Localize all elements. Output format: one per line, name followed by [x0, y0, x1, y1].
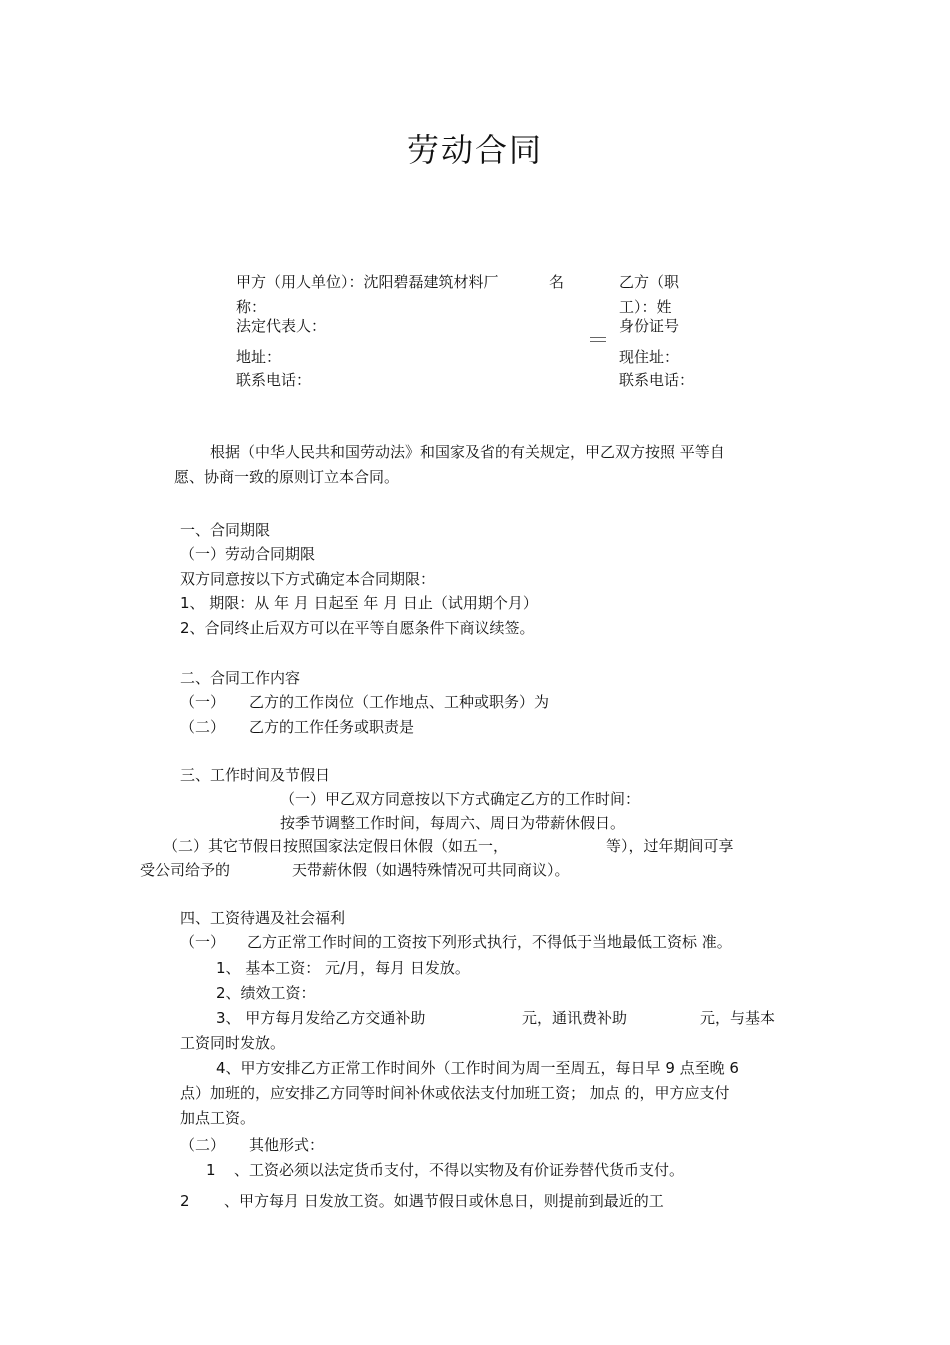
section-4-sub-1-number: （一） [180, 933, 226, 951]
section-3-sub-2-a: （二）其它节假日按照国家法定假日休假（如五一， [163, 837, 509, 855]
section-4-item-3-c: 元，与基本 [700, 1009, 776, 1027]
section-4-item-3-b: 元，通讯费补助 [522, 1009, 628, 1027]
section-2-item-1: 乙方的工作岗位（工作地点、工种或职务）为 [249, 693, 550, 711]
legal-rep-label: 法定代表人： [236, 317, 327, 335]
party-a-name-label: 称： [236, 298, 267, 316]
small-mark-icon [590, 337, 606, 342]
section-4-item-3-a: 3、 甲方每月发给乙方交通补助 [216, 1009, 426, 1027]
section-2-item-1-number: （一） [180, 693, 226, 711]
section-3-sub-1-paragraph: 按季节调整工作时间，每周六、周日为带薪休假日。 [280, 814, 626, 832]
section-4-sub-2-number: （二） [180, 1136, 226, 1154]
section-3-heading: 三、工作时间及节假日 [180, 766, 331, 784]
section-3-sub-2-c: 受公司给予的 [140, 861, 231, 879]
section-2-item-2-number: （二） [180, 718, 226, 736]
section-3-sub-2-d: 天带薪休假（如遇特殊情况可共同商议）。 [292, 861, 570, 879]
party-b-line1: 乙方（职 [619, 273, 680, 291]
party-a-name-suffix: 名 [549, 273, 565, 291]
section-4-other-2-number: 2 [180, 1192, 190, 1210]
section-4-heading: 四、工资待遇及社会福利 [180, 909, 346, 927]
current-address-label: 现住址： [619, 348, 680, 366]
section-4-other-1-number: 1 [206, 1161, 216, 1179]
section-3-sub-2-b: 等），过年期间可享 [606, 837, 734, 855]
section-3-sub-1: （一）甲乙双方同意按以下方式确定乙方的工作时间： [280, 790, 641, 808]
party-b-line2: 工）：姓 [619, 298, 672, 316]
section-1-paragraph: 双方同意按以下方式确定本合同期限： [180, 570, 436, 588]
phone-b-label: 联系电话： [619, 371, 695, 389]
section-2-item-2: 乙方的工作任务或职责是 [249, 718, 415, 736]
section-4-item-1: 1、 基本工资： 元/月，每月 日发放。 [216, 959, 470, 977]
document-title: 劳动合同 [406, 131, 543, 169]
id-number-label: 身份证号 [619, 317, 680, 335]
section-4-item-2: 2、绩效工资： [216, 984, 316, 1002]
section-4-other-1: 、工资必须以法定货币支付，不得以实物及有价证券替代货币支付。 [234, 1161, 685, 1179]
section-1-item-1: 1、 期限：从 年 月 日起至 年 月 日止（试用期个月） [180, 594, 538, 612]
phone-a-label: 联系电话： [236, 371, 312, 389]
intro-line-2: 愿、协商一致的原则订立本合同。 [174, 468, 400, 486]
section-1-item-2: 2、合同终止后双方可以在平等自愿条件下商议续签。 [180, 619, 535, 637]
intro-line-1: 根据（中华人民共和国劳动法》和国家及省的有关规定，甲乙双方按照 平等自 [210, 443, 725, 461]
section-4-item-4-line-2: 点）加班的，应安排乙方同等时间补休或依法支付加班工资； 加点 的，甲方应支付 [180, 1084, 730, 1102]
section-4-sub-1: 乙方正常工作时间的工资按下列形式执行，不得低于当地最低工资标 准。 [247, 933, 732, 951]
address-label: 地址： [236, 348, 282, 366]
section-1-sub-1: （一）劳动合同期限 [180, 545, 316, 563]
party-a-line: 甲方（用人单位）：沈阳碧磊建筑材料厂 [236, 273, 499, 291]
section-4-item-3-d: 工资同时发放。 [180, 1034, 286, 1052]
section-4-sub-2: 其他形式： [249, 1136, 325, 1154]
section-1-heading: 一、合同期限 [180, 521, 271, 539]
section-2-heading: 二、合同工作内容 [180, 669, 301, 687]
section-4-other-2: 、甲方每月 日发放工资。如遇节假日或休息日，则提前到最近的工 [224, 1192, 664, 1210]
section-4-item-4-line-3: 加点工资。 [180, 1109, 256, 1127]
section-4-item-4-line-1: 4、甲方安排乙方正常工作时间外（工作时间为周一至周五，每日早 9 点至晚 6 [216, 1059, 739, 1077]
